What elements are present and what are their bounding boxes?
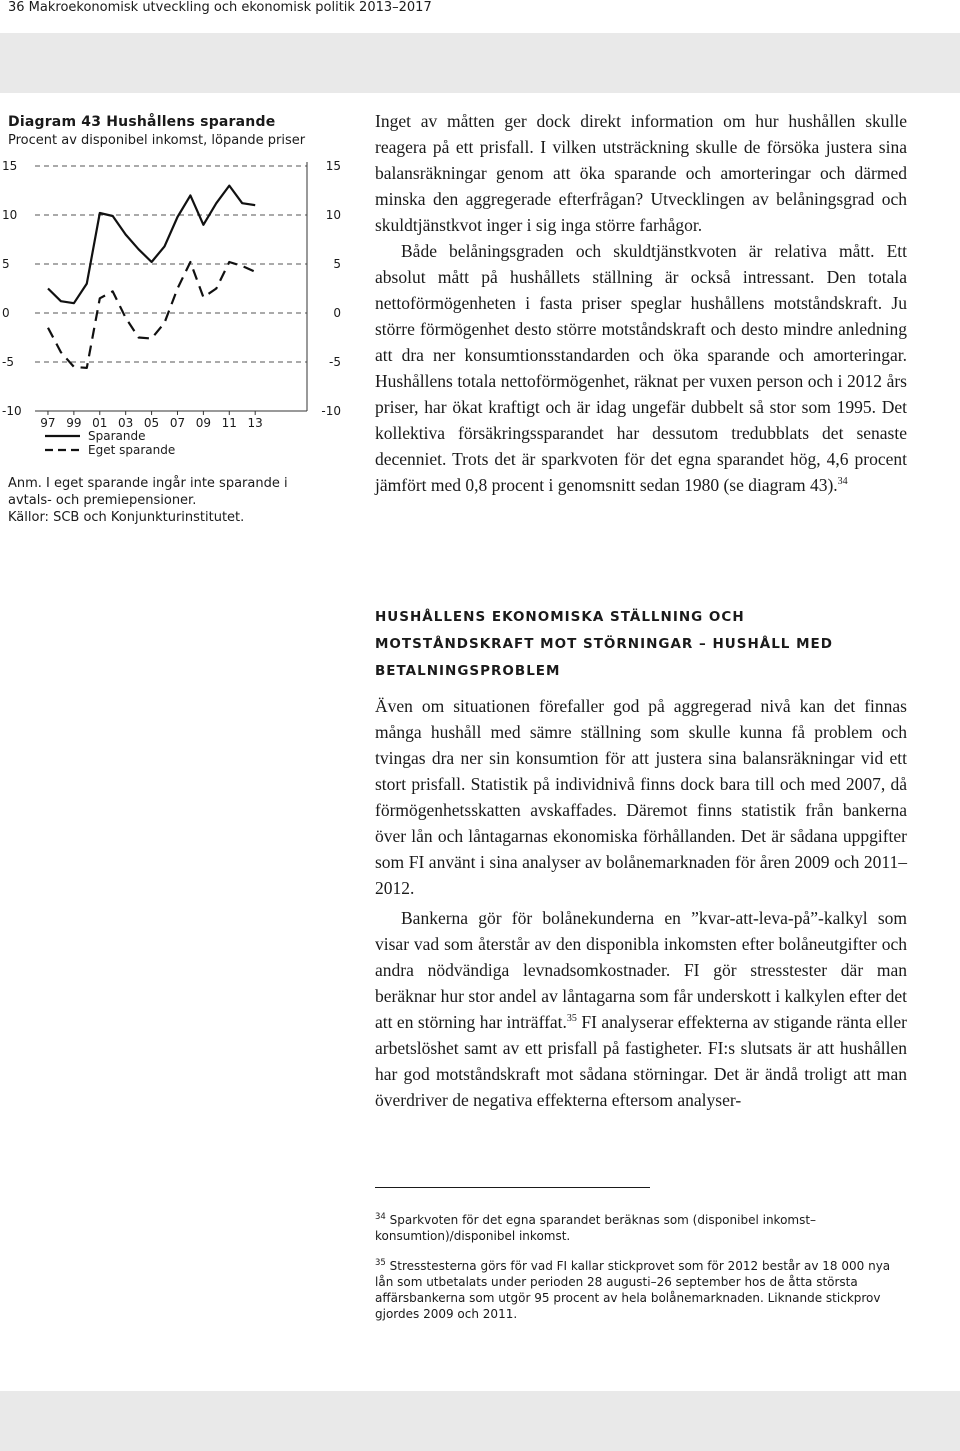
savings-chart: [0, 152, 350, 467]
chart-axes: [35, 162, 307, 415]
y-tick-label-right: 10: [325, 208, 341, 222]
x-tick-label: 09: [195, 416, 212, 430]
figure-notes: [8, 475, 328, 526]
header-band: [0, 33, 960, 93]
y-tick-label-left: 15: [2, 159, 18, 173]
paragraph-2: [375, 238, 907, 498]
y-tick-label-right: 5: [333, 257, 341, 271]
legend-label: Eget sparande: [88, 443, 176, 457]
figure-header: [8, 113, 348, 149]
legend-label: Sparande: [88, 429, 146, 443]
footer-band: [0, 1391, 960, 1451]
right-column-text: [375, 108, 907, 498]
y-tick-label-left: 5: [2, 257, 10, 271]
y-tick-label-right: -5: [329, 355, 341, 369]
figure-source: Källor: SCB och Konjunkturinstitutet.: [8, 510, 245, 525]
section-paragraph-1: Även om situationen förefaller god på aggregerad nivå kan det finnas många hushåll med sämre ställning som skulle kunna få problem och tvingas dra ner sin konsumtion för att justera sina balansräkningar vid ett stort prisfall. Statistik på individnivå finns dock bara till och med 2007, då förmögenhetsskatten avskaffades. Däremot finns statistik från bankerna över lån och låntagarnas ekonomiska förhållanden. Det är sådana uppgifter som FI använt i sina analyser av bolånemarknaden för åren 2009 och 2011–2012.: [375, 696, 907, 898]
page-header: 36 Makroekonomisk utveckling och ekonomisk politik 2013–2017: [8, 0, 432, 15]
footnote-rule: [375, 1187, 650, 1188]
footnote-ref-35[interactable]: 35: [566, 1013, 577, 1025]
y-tick-label-right: 15: [325, 159, 341, 173]
y-tick-label-left: 10: [2, 208, 18, 222]
x-tick-label: 01: [92, 416, 108, 430]
x-tick-label: 07: [169, 416, 186, 430]
x-tick-label: 05: [143, 416, 160, 430]
footnote-34: [375, 1212, 907, 1244]
figure-title: Diagram 43 Hushållens sparande: [8, 114, 276, 130]
paragraph-1: Inget av måtten ger dock direkt information om hur hushållen skulle reagera på ett prisfall. I vilken utsträckning skulle de försöka justera sina balansräkningar genom att öka sparande och amorteringar och därmed minska den aggregerade efterfrågan? Utvecklingen av belåningsgrad och skuldtjänstkvot inger i sig inga större farhågor.: [375, 111, 907, 235]
chart-grid: [35, 166, 307, 362]
series-line-eget-sparande: [48, 262, 255, 368]
paragraph-2-text: Både belåningsgraden och skuldtjänstkvoten är relativa mått. Ett absolut mått på hushållets ställning är också intressant. Den totala nettoförmögenheten i fasta priser speglar hushållens motståndskraft. Ju större förmögenhet desto större motståndskraft och desto mindre anledning att dra ner konsumtionsstandarden och öka sparande och amorteringar. Hushållens totala nettoförmögenhet, räknat per vuxen person och i 2012 års priser, har ökat kraftigt och är idag ungefär dubbelt så stor som 1995. Det kollektiva försäkringssparandet har dessutom tredubblats det senaste decenniet. Trots det är sparkvoten för det egna sparandet hög, 4,6 procent jämfört med 0,8 procent i genomsnitt sedan 1980 (se diagram 43).: [375, 241, 907, 495]
y-tick-label-left: 0: [2, 306, 10, 320]
x-tick-label: 11: [221, 416, 237, 430]
series-line-sparande: [48, 186, 255, 304]
footnote-35-number: 35: [375, 1258, 386, 1268]
y-tick-label-right: -10: [321, 404, 341, 418]
section-paragraph-2b: FI analyserar effekterna av stigande ränta eller arbetslöshet samt av ett prisfall på fastigheter. FI:s slutsats är att hushållen har god motståndskraft mot sådana störningar. Det är ändå troligt att man överdriver de negativa effekterna eftersom analyser-: [375, 1012, 907, 1110]
section-paragraph-2a: Bankerna gör för bolånekunderna en ”kvar-att-leva-på”-kalkyl som visar vad som återstår av den disponibla inkomsten efter bolåneutgifter och andra nödvändiga levnadsomkostnader. FI gör stresstester där man beräknar hur stor andel av låntagarna som får underskott i kalkylen efter det att en störning har inträffat.: [375, 908, 907, 1032]
footnote-35: [375, 1258, 907, 1322]
y-tick-label-left: -5: [2, 355, 14, 369]
x-tick-label: 99: [66, 416, 82, 430]
section-paragraph-2: [375, 905, 907, 1113]
figure-subtitle: Procent av disponibel inkomst, löpande priser: [8, 133, 306, 148]
figure-note: Anm. I eget sparande ingår inte sparande i avtals- och premiepensioner.: [8, 476, 288, 508]
chart-legend: [45, 429, 175, 457]
footnote-34-number: 34: [375, 1212, 386, 1222]
chart-series: [48, 186, 255, 368]
y-tick-label-right: 0: [333, 306, 341, 320]
x-tick-label: 03: [118, 416, 134, 430]
footnote-35-text: Stresstesterna görs för vad FI kallar stickprovet som för 2012 består av 18 000 nya lån som utbetalats under perioden 28 augusti–26 september hos de åtta största affärsbankerna som utgör 95 procent av hela bolånemarknaden. Liknande stickprov gjordes 2009 och 2011.: [375, 1259, 891, 1321]
footnotes: [375, 1212, 907, 1336]
x-tick-label: 97: [40, 416, 56, 430]
footnote-34-text: Sparkvoten för det egna sparandet beräknas som (disponibel inkomst–konsumtion)/disponibel inkomst.: [375, 1213, 817, 1243]
footnote-ref-34[interactable]: 34: [837, 476, 848, 488]
section-heading: HUSHÅLLENS EKONOMISKA STÄLLNING OCH MOTSTÅNDSKRAFT MOT STÖRNINGAR – HUSHÅLL MED BETALNINGSPROBLEM: [375, 609, 833, 679]
y-tick-label-left: -10: [2, 404, 22, 418]
section-body: [375, 693, 907, 1113]
x-tick-label: 13: [247, 416, 263, 430]
